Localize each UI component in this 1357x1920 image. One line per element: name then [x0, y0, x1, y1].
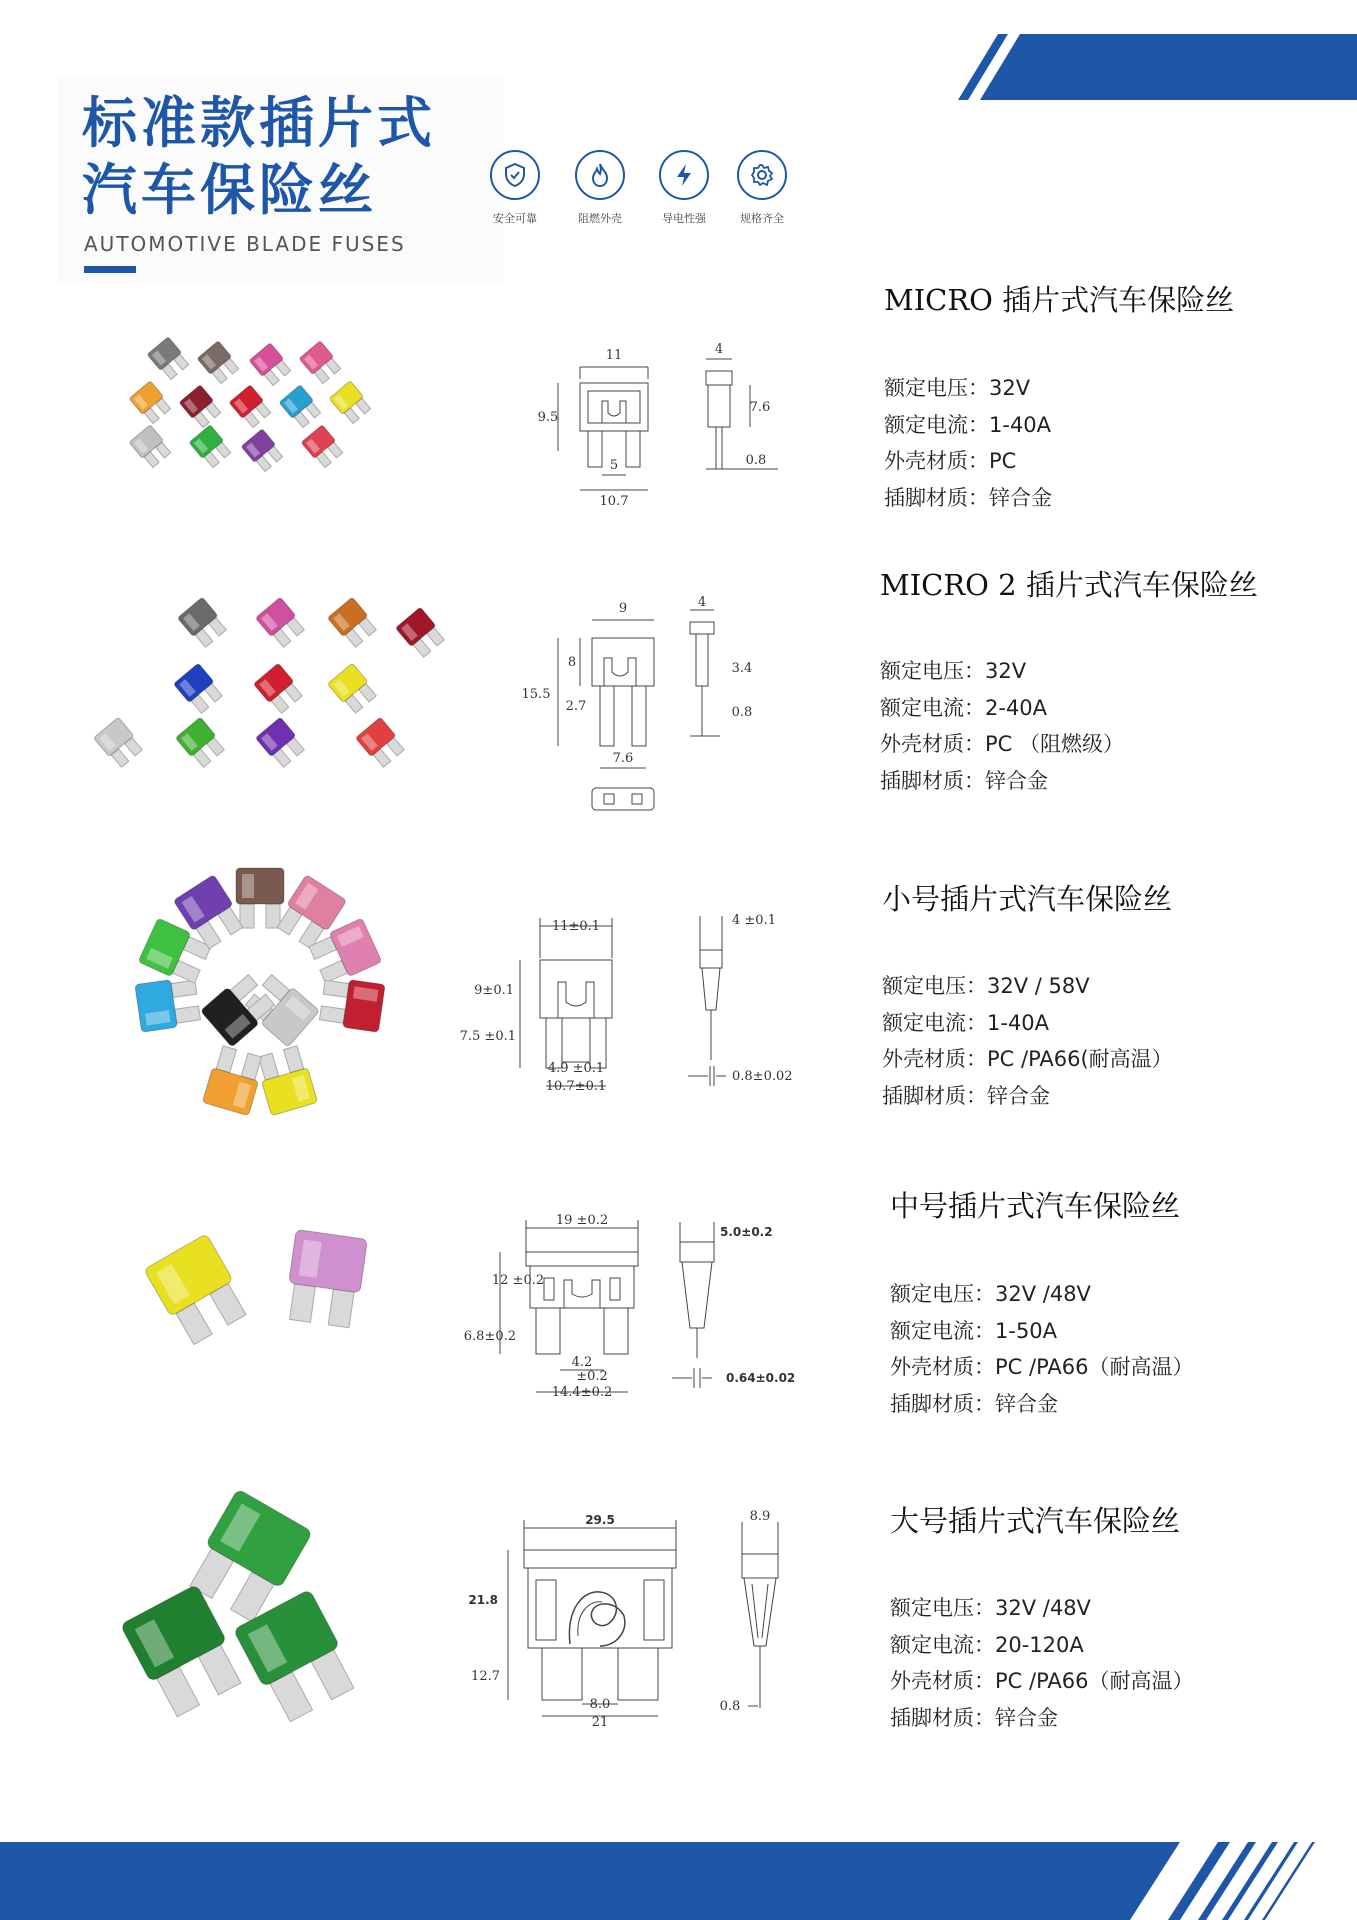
- micro-fuse-item: [129, 381, 172, 425]
- spec-terminal: 插脚材质：锌合金: [890, 1391, 1058, 1416]
- dim-label: 7.6: [749, 400, 771, 415]
- mini-fuse-item: [236, 868, 284, 928]
- spec-current: 额定电流：1-40A: [884, 412, 1052, 437]
- title-underline: [84, 266, 136, 273]
- dim-label: 4.9 ±0.1: [547, 1061, 605, 1076]
- mini-fuse-item: [255, 1045, 318, 1116]
- dim-label: 6.8±0.2: [463, 1329, 516, 1344]
- spec-housing: 外壳材质：PC /PA66（耐高温）: [890, 1669, 1194, 1693]
- micro-fuse-item: [241, 429, 284, 473]
- gear-icon: [737, 150, 787, 200]
- dim-label: 7.5 ±0.1: [459, 1029, 516, 1044]
- dim-label: 10.7: [599, 494, 629, 509]
- dim-label: 19 ±0.2: [555, 1213, 609, 1228]
- dim-label: 10.7±0.1: [545, 1079, 607, 1094]
- spec-terminal: 插脚材质：锌合金: [890, 1705, 1058, 1730]
- product-title: MICRO 插片式汽车保险丝: [884, 283, 1235, 317]
- spec-housing: 外壳材质：PC /PA66(耐高温）: [882, 1047, 1173, 1071]
- spec-current: 额定电流：20-120A: [890, 1632, 1084, 1657]
- spec-voltage: 额定电压：32V: [884, 376, 1031, 400]
- feature-conductive: [646, 150, 722, 226]
- mini-fuse-photo: [125, 856, 395, 1126]
- micro-fuse-item: [279, 385, 322, 429]
- dim-label: 11±0.1: [551, 919, 601, 934]
- medium-fuse-item: [144, 1234, 251, 1348]
- dim-label: 12.7: [471, 1669, 500, 1684]
- dim-label: 0.64±0.02: [726, 1371, 796, 1385]
- mini-fuse-item: [135, 976, 201, 1032]
- micro2-fuse-photo: [80, 592, 440, 797]
- micro-fuse-photo: [110, 340, 440, 500]
- spec-voltage: 额定电压：32V /48V: [890, 1596, 1091, 1620]
- dim-label: 8: [567, 655, 577, 670]
- product-title: MICRO 2 插片式汽车保险丝: [880, 568, 1258, 602]
- spec-housing: 外壳材质：PC /PA66（耐高温）: [890, 1355, 1194, 1379]
- dim-label: 11: [605, 348, 623, 363]
- micro2-fuse-item: [175, 717, 226, 769]
- product-title: 小号插片式汽车保险丝: [882, 882, 1173, 916]
- product-title: 大号插片式汽车保险丝: [890, 1504, 1181, 1538]
- dim-label: 5: [609, 458, 619, 473]
- bottom-banner: [0, 1842, 1357, 1920]
- micro-fuse-item: [329, 381, 372, 425]
- page-subtitle: AUTOMOTIVE BLADE FUSES: [84, 232, 406, 256]
- medium-dimension-drawing: [463, 1208, 804, 1408]
- top-right-stripe: [910, 34, 1357, 100]
- product-specs: [882, 968, 1173, 1114]
- dim-label: 0.8: [745, 453, 767, 468]
- mini-fuse-item: [319, 976, 385, 1032]
- spec-terminal: 插脚材质：锌合金: [882, 1083, 1050, 1108]
- feature-specs: [724, 150, 800, 226]
- micro-fuse-item: [229, 385, 272, 429]
- page-title-line2: 汽车保险丝: [82, 158, 378, 222]
- dim-label: 4: [714, 342, 724, 357]
- product-specs: [884, 370, 1052, 516]
- lightning-icon: [659, 150, 709, 200]
- feature-label: 安全可靠: [493, 212, 537, 225]
- product-specs: [890, 1276, 1193, 1422]
- large-dimension-drawing: [458, 1508, 808, 1728]
- micro-fuse-item: [179, 385, 222, 429]
- micro-fuse-item: [301, 425, 344, 469]
- micro2-dimension-drawing: [520, 595, 780, 818]
- medium-fuse-item: [284, 1229, 368, 1328]
- feature-label: 规格齐全: [740, 212, 784, 225]
- spec-current: 额定电流：1-40A: [882, 1010, 1050, 1035]
- dim-label: 8.9: [749, 1509, 771, 1524]
- dim-label: 9: [618, 601, 628, 616]
- micro-fuse-item: [147, 337, 190, 381]
- spec-current: 额定电流：1-50A: [890, 1318, 1058, 1343]
- feature-safe: [477, 150, 553, 226]
- dim-label: 4: [697, 595, 707, 610]
- dim-label: 8.0: [589, 1697, 611, 1712]
- dim-label: 21.8: [468, 1593, 498, 1607]
- dim-label: 0.8: [731, 705, 753, 720]
- mini-dimension-drawing: [459, 910, 804, 1100]
- medium-fuse-photo: [130, 1228, 390, 1358]
- product-specs: [890, 1590, 1193, 1736]
- spec-voltage: 额定电压：32V / 58V: [882, 974, 1090, 998]
- dim-label: 29.5: [585, 1513, 615, 1527]
- spec-voltage: 额定电压：32V /48V: [890, 1282, 1091, 1306]
- large-fuse-photo: [110, 1484, 380, 1724]
- dim-label: 7.6: [612, 751, 634, 766]
- micro2-fuse-item: [253, 663, 304, 715]
- micro-fuse-item: [249, 343, 292, 387]
- dim-label: 9.5: [537, 410, 559, 425]
- product-title: 中号插片式汽车保险丝: [890, 1189, 1181, 1223]
- spec-terminal: 插脚材质：锌合金: [884, 485, 1052, 510]
- feature-label: 阻燃外壳: [578, 212, 622, 225]
- shield-check-icon: [490, 150, 540, 200]
- spec-housing: 外壳材质：PC （阻燃级）: [880, 732, 1125, 756]
- dim-label: 3.4: [731, 661, 753, 676]
- micro2-fuse-item: [327, 597, 378, 649]
- dim-label: 15.5: [521, 687, 551, 702]
- dim-label: 9±0.1: [474, 983, 514, 998]
- dim-label: 0.8±0.02: [732, 1069, 793, 1084]
- micro2-fuse-item: [395, 607, 446, 659]
- micro2-fuse-item: [355, 717, 406, 769]
- micro-fuse-item: [299, 341, 342, 385]
- dim-label: 5.0±0.2: [720, 1225, 773, 1239]
- micro-fuse-item: [189, 425, 232, 469]
- flame-icon: [575, 150, 625, 200]
- dim-label: 0.8: [719, 1699, 741, 1714]
- micro-fuse-item: [197, 341, 240, 385]
- dim-label: 2.7: [565, 699, 587, 714]
- micro2-fuse-item: [327, 663, 378, 715]
- micro-dimension-drawing: [528, 342, 788, 515]
- micro2-fuse-item: [255, 717, 306, 769]
- spec-current: 额定电流：2-40A: [880, 695, 1048, 720]
- dim-label: 4 ±0.1: [732, 913, 776, 928]
- spec-housing: 外壳材质：PC: [884, 449, 1017, 473]
- micro2-fuse-item: [173, 663, 224, 715]
- spec-terminal: 插脚材质：锌合金: [880, 768, 1048, 793]
- feature-label: 导电性强: [662, 212, 706, 225]
- micro-fuse-item: [129, 425, 172, 469]
- dim-label: ±0.2: [576, 1369, 608, 1384]
- dim-label: 4.2: [571, 1355, 593, 1370]
- dim-label: 21: [591, 1715, 609, 1730]
- dim-label: 14.4±0.2: [551, 1385, 613, 1400]
- mini-fuse-item: [202, 1045, 265, 1116]
- large-fuse-item: [120, 1584, 247, 1720]
- micro2-fuse-item: [177, 597, 228, 649]
- spec-voltage: 额定电压：32V: [880, 659, 1027, 683]
- micro2-fuse-item: [93, 717, 144, 769]
- micro2-fuse-item: [255, 597, 306, 649]
- product-specs: [880, 653, 1124, 799]
- dim-label: 12 ±0.2: [491, 1273, 545, 1288]
- page-title-line1: 标准款插片式: [82, 91, 437, 155]
- feature-flame: [562, 150, 638, 226]
